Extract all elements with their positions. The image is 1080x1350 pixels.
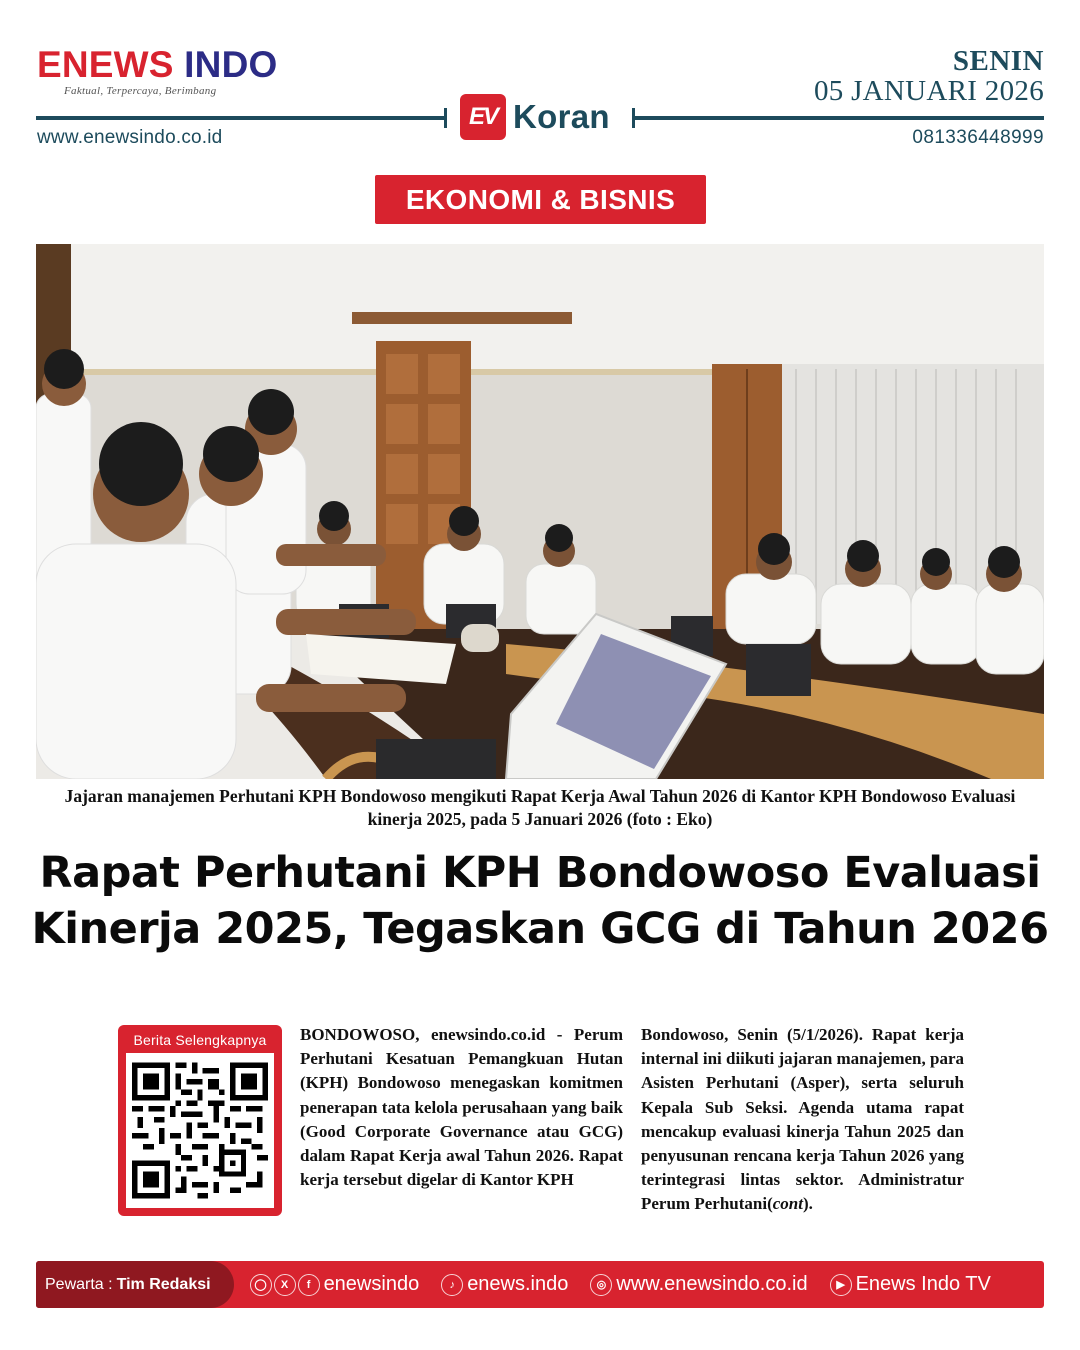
section-badge: EKONOMI & BISNIS — [375, 175, 706, 224]
photo-caption: Jajaran manajemen Perhutani KPH Bondowoso mengikuti Rapat Kerja Awal Tahun 2026 di Kantor KPH Bondowoso Evaluasi kinerja 2025, pada 5 Januari 2026 (foto : Eko) — [64, 786, 1016, 829]
issue-date — [814, 46, 1044, 106]
social-label[interactable]: www.enewsindo.co.id — [616, 1273, 808, 1295]
website-link[interactable]: www.enewsindo.co.id — [37, 127, 223, 148]
phone-number: 081336448999 — [912, 127, 1044, 148]
globe-icon[interactable]: ◎ — [590, 1274, 612, 1296]
meeting-room-illustration — [36, 244, 1044, 779]
footer-bar — [36, 1261, 1044, 1308]
social-label[interactable]: Enews Indo TV — [855, 1273, 991, 1295]
qr-card[interactable] — [118, 1025, 282, 1216]
social-youtube[interactable] — [830, 1273, 991, 1296]
youtube-icon[interactable]: ▶ — [830, 1274, 852, 1296]
ev-logo-icon: EV — [460, 94, 506, 140]
article-headline: Rapat Perhutani KPH Bondowoso Evaluasi Kinerja 2025, Tegaskan GCG di Tahun 2026 — [31, 848, 1049, 954]
reporter-label: Pewarta : — [45, 1275, 113, 1293]
brand-tagline: Faktual, Terpercaya, Berimbang — [64, 85, 217, 97]
reporter-name: Tim Redaksi — [116, 1275, 211, 1293]
article-column-2-text: Bondowoso, Senin (5/1/2026). Rapat kerja internal ini diikuti jajaran manajemen, para Asisten Perhutani (Asper), serta seluruh Kepala Sub Seksi. Agenda utama rapat mencakup evaluasi kinerja Tahun 2025 dan penyusunan rencana kerja Tahun 2026 yang terintegrasi lintas sektor. Administratur Perum Perhutani( — [641, 1025, 965, 1214]
header-divider-left — [36, 116, 446, 120]
issue-date-full: 05 JANUARI 2026 — [813, 75, 1044, 107]
qr-code-icon[interactable] — [126, 1053, 274, 1208]
social-label[interactable]: enewsindo — [323, 1273, 420, 1295]
qr-code-graphic — [132, 1059, 268, 1202]
header-divider-cap — [444, 108, 447, 128]
social-website[interactable] — [590, 1273, 807, 1296]
article-column-2 — [641, 1023, 964, 1217]
continued-marker: cont — [772, 1194, 803, 1214]
instagram-icon[interactable]: ◯ — [250, 1274, 272, 1296]
social-links — [234, 1273, 1044, 1296]
edition-label: Koran — [513, 98, 610, 135]
brand-logo — [37, 46, 277, 97]
brand-name — [37, 46, 277, 84]
social-enewsindo[interactable] — [250, 1273, 420, 1296]
facebook-icon[interactable]: f — [298, 1274, 320, 1296]
header-divider-right — [634, 116, 1044, 120]
brand-name-part1: ENEWS — [37, 44, 174, 85]
social-tiktok[interactable] — [441, 1273, 568, 1296]
social-label[interactable]: enews.indo — [467, 1273, 569, 1295]
tiktok-icon[interactable]: ♪ — [441, 1274, 463, 1296]
x-icon[interactable]: X — [274, 1274, 296, 1296]
reporter-credit — [36, 1261, 234, 1308]
edition-badge — [460, 94, 610, 140]
article-column-1: BONDOWOSO, enewsindo.co.id - Perum Perhutani Kesatuan Pemangkuan Hutan (KPH) Bondowoso menegaskan komitmen penerapan tata kelola perusahaan yang baik (Good Corporate Governance atau GCG) dalam Rapat Kerja awal Tahun 2026. Rapat kerja tersebut digelar di Kantor KPH — [300, 1025, 623, 1190]
issue-day: SENIN — [952, 45, 1044, 77]
article-photo — [36, 244, 1044, 779]
article-column-2-end: ). — [802, 1194, 813, 1214]
brand-name-part2: INDO — [184, 44, 278, 85]
qr-title: Berita Selengkapnya — [133, 1032, 267, 1048]
